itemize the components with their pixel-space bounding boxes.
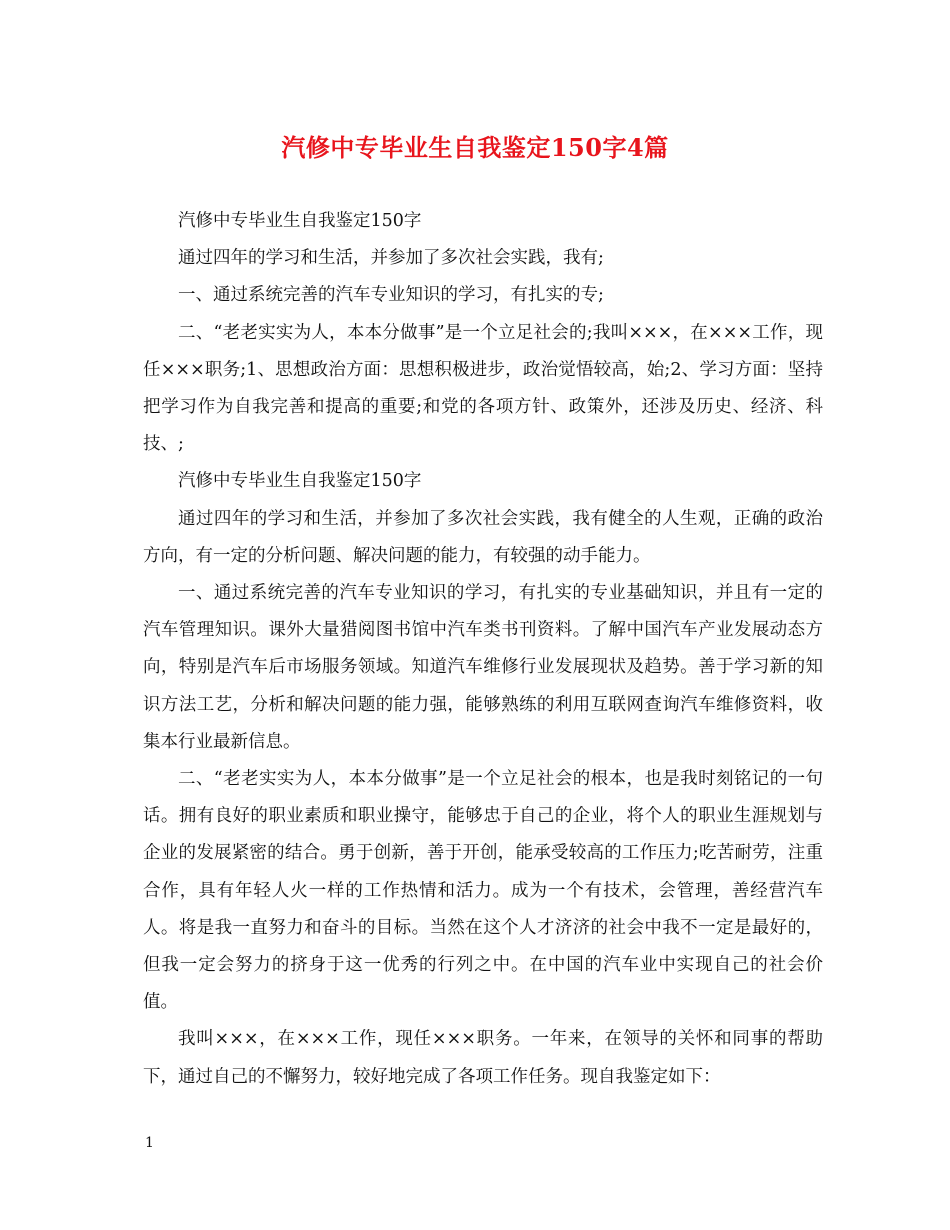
paragraph: 一、通过系统完善的汽车专业知识的学习，有扎实的专业基础知识，并且有一定的汽车管理知识。课外大量猎阅图书馆中汽车类书刊资料。了解中国汽车产业发展动态方向，特别是汽车后市场服务领域。知道汽车维修行业发展现状及趋势。善于学习新的知识方法工艺，分析和解决问题的能力强，能够熟练的利用互联网查询汽车维修资料，收集本行业最新信息。 — [143, 583, 823, 752]
paragraph: 通过四年的学习和生活，并参加了多次社会实践，我有健全的人生观，正确的政治方向，有一定的分析问题、解决问题的能力，有较强的动手能力。 — [143, 508, 823, 566]
page-number: 1 — [145, 1135, 154, 1151]
paragraph: 通过四年的学习和生活，并参加了多次社会实践，我有; — [178, 248, 604, 269]
paragraph: 二、“老老实实为人，本本分做事”是一个立足社会的根本，也是我时刻铭记的一句话。拥有良好的职业素质和职业操守，能够忠于自己的企业，将个人的职业生涯规划与企业的发展紧密的结合。勇于创新，善于开创，能承受较高的工作压力;吃苦耐劳，注重合作，具有年轻人火一样的工作热情和活力。成为一个有技术，会管理，善经营汽车人。将是我一直努力和奋斗的目标。当然在这个人才济济的社会中我不一定是最好的，但我一定会努力的挤身于这一优秀的行列之中。在中国的汽车业中实现自己的社会价值。 — [143, 769, 823, 1013]
paragraph: 我叫×××，在×××工作，现任×××职务。一年来，在领导的关怀和同事的帮助下，通过自己的不懈努力，较好地完成了各项工作任务。现自我鉴定如下： — [143, 1029, 823, 1087]
paragraph: 一、通过系统完善的汽车专业知识的学习，有扎实的专; — [178, 285, 604, 306]
paragraph: 二、“老老实实为人，本本分做事”是一个立足社会的;我叫×××，在×××工作，现任×××职务;1、思想政治方面：思想积极进步，政治觉悟较高，始;2、学习方面：坚持把学习作为自我完善和提高的重要;和党的各项方针、政策外，还涉及历史、经济、科技、; — [143, 322, 823, 455]
document-title: 汽修中专毕业生自我鉴定150字4篇 — [281, 133, 669, 162]
document-body — [143, 203, 823, 1096]
paragraph: 汽修中专毕业生自我鉴定150字 — [178, 471, 422, 492]
paragraph: 汽修中专毕业生自我鉴定150字 — [178, 211, 422, 231]
